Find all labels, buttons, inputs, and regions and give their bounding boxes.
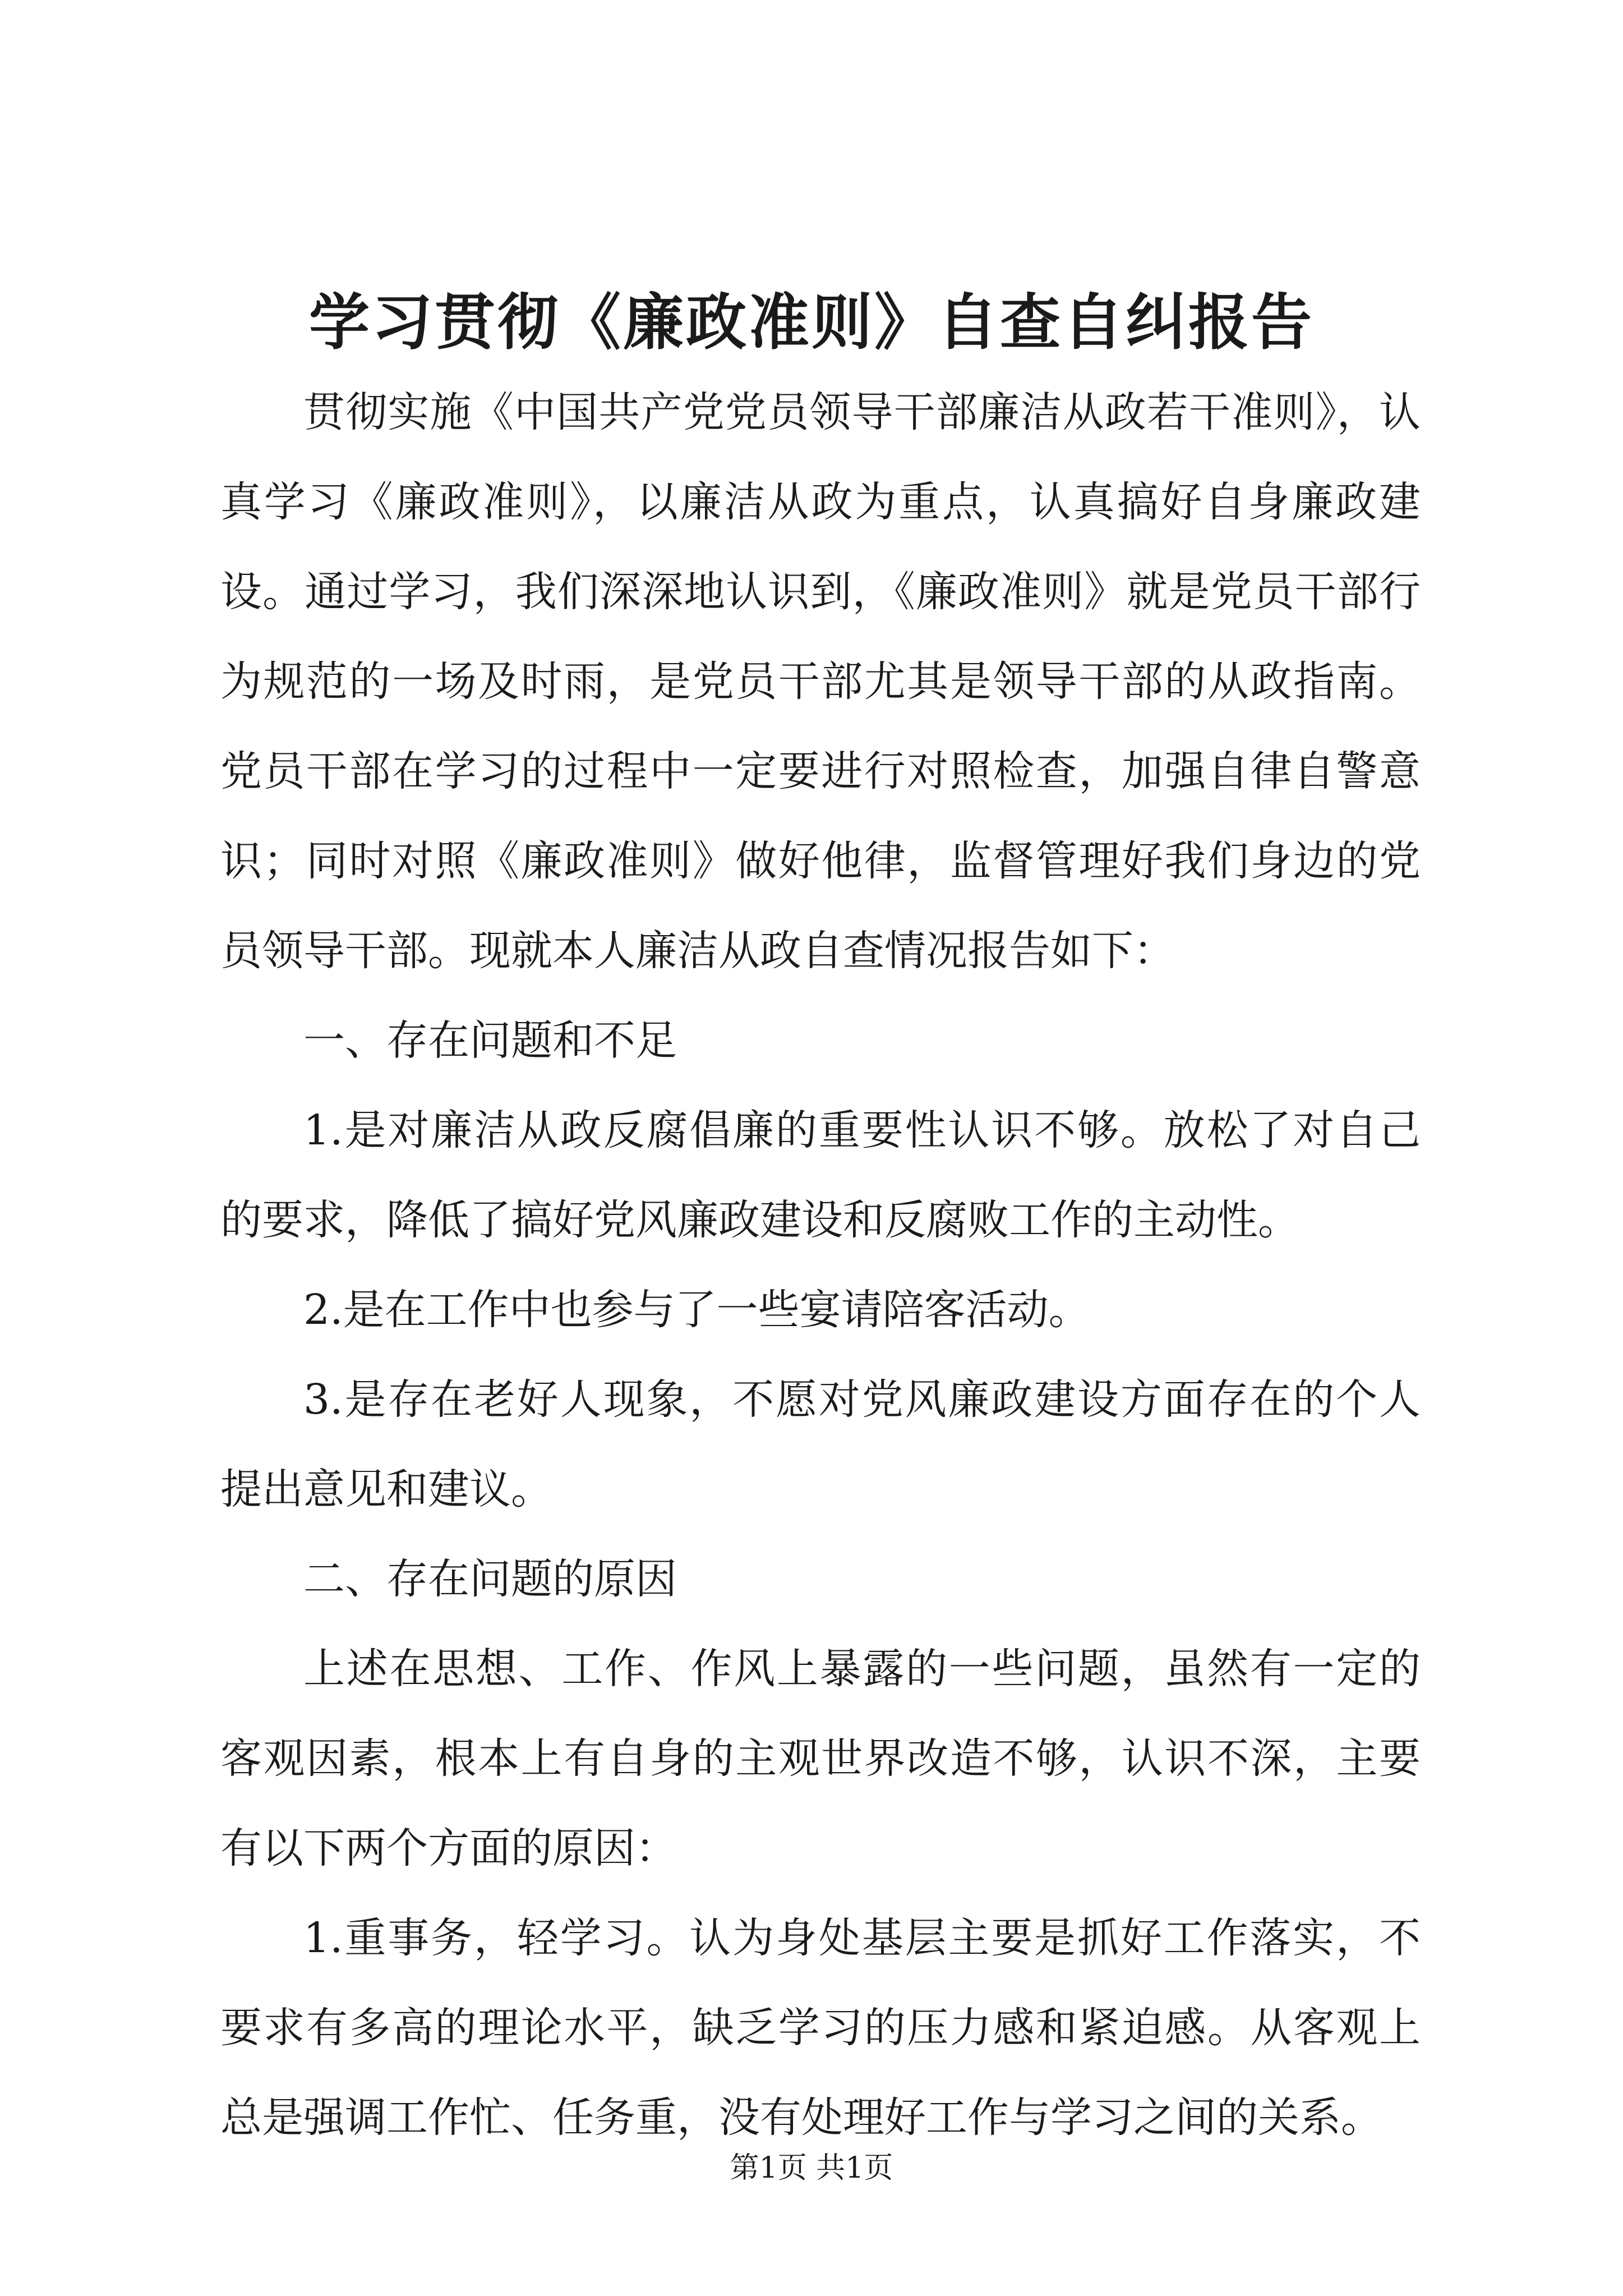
document-body (220, 367, 1421, 2162)
section-heading-problems: 一、存在问题和不足 (303, 1016, 677, 1065)
problem-item-2: 2.是在工作中也参与了一些宴请陪客活动。 (303, 1286, 1090, 1334)
causes-intro-paragraph: 上述在思想、工作、作风上暴露的一些问题，虽然有一定的客观因素，根本上有自身的主观世界改造不够，认识不深，主要有以下两个方面的原因： (220, 1645, 1421, 1872)
problem-item-3: 3.是存在老好人现象，不愿对党风廉政建设方面存在的个人提出意见和建议。 (220, 1375, 1421, 1513)
page-footer: 第1页 共1页 (730, 2151, 893, 2185)
section-heading-causes: 二、存在问题的原因 (303, 1555, 677, 1603)
page-title: 学习贯彻《廉政准则》自查自纠报告 (308, 287, 1314, 358)
problem-item-1: 1.是对廉洁从政反腐倡廉的重要性认识不够。放松了对自己的要求，降低了搞好党风廉政建设和反腐败工作的主动性。 (220, 1106, 1421, 1244)
intro-paragraph: 贯彻实施《中国共产党党员领导干部廉洁从政若干准则》，认真学习《廉政准则》，以廉洁从政为重点，认真搞好自身廉政建设。通过学习，我们深深地认识到，《廉政准则》就是党员干部行为规范的一场及时雨，是党员干部尤其是领导干部的从政指南。党员干部在学习的过程中一定要进行对照检查，加强自律自警意识；同时对照《廉政准则》做好他律，监督管理好我们身边的党员领导干部。现就本人廉洁从政自查情况报告如下： (220, 388, 1421, 975)
cause-item-1: 1.重事务，轻学习。认为身处基层主要是抓好工作落实，不要求有多高的理论水平，缺乏学习的压力感和紧迫感。从客观上总是强调工作忙、任务重，没有处理好工作与学习之间的关系。 (220, 1914, 1421, 2142)
